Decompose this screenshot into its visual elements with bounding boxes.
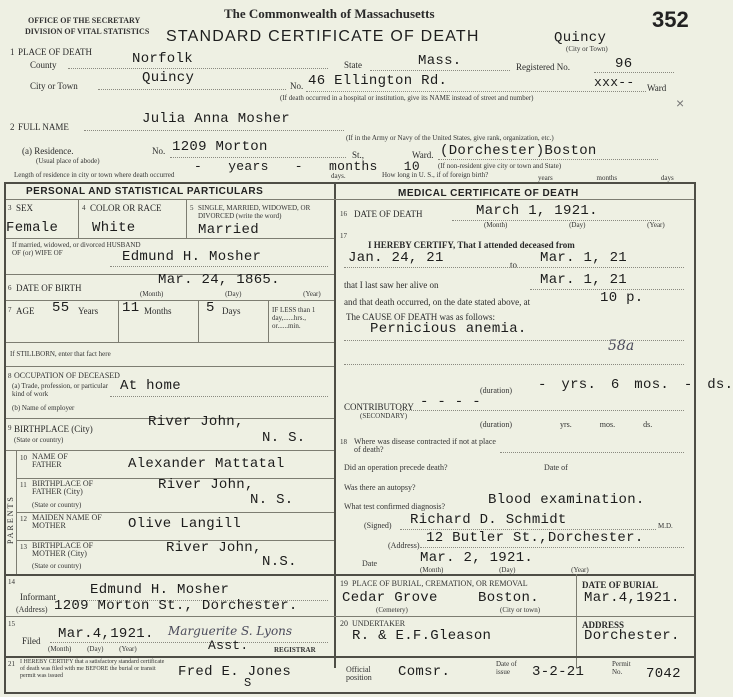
field-number-15: 15	[8, 620, 15, 628]
full-name-label: FULL NAME	[18, 122, 69, 132]
filed-date: Mar.4,1921.	[58, 626, 154, 642]
mother-value: Olive Langill	[128, 516, 242, 532]
attended-to-value: Mar. 1, 21	[540, 250, 628, 266]
cause-value: Pernicious anemia.	[370, 321, 527, 337]
mother-label: MAIDEN NAME OF MOTHER	[32, 513, 102, 530]
sex-label: SEX	[16, 203, 34, 213]
mother-birthplace-value: River John,	[166, 540, 262, 556]
burial-date-value: Mar.4,1921.	[584, 590, 680, 606]
office-label: OFFICE OF THE SECRETARY	[28, 16, 141, 25]
division-label: DIVISION OF VITAL STATISTICS	[25, 27, 150, 36]
field-number-18: 18	[340, 438, 347, 446]
residence-city-value: (Dorchester)Boston	[440, 143, 597, 159]
certify-line: I HEREBY CERTIFY, That I attended deceased from	[368, 240, 575, 250]
page-number: 352	[652, 7, 689, 32]
margin-mark: ×	[676, 95, 685, 111]
issue-date-label: Date of issue	[496, 660, 517, 676]
father-birthplace-value: River John,	[158, 477, 254, 493]
place-of-death-label: PLACE OF DEATH	[18, 47, 93, 57]
last-saw-value: Mar. 1, 21	[540, 272, 628, 288]
dob-label: DATE OF BIRTH	[16, 283, 82, 293]
undertaker-address-label: ADDRESS	[582, 620, 625, 630]
residence-label: (a) Residence.	[22, 146, 74, 156]
medical-heading: MEDICAL CERTIFICATE OF DEATH	[398, 188, 579, 199]
us-residence-label: How long in U. S., if of foreign birth?	[382, 171, 489, 179]
duration2-label: (duration)	[480, 420, 512, 429]
spouse-label: If married, widowed, or divorced HUSBAND OF (or) WIFE OF	[12, 241, 141, 257]
cert-date-value: Mar. 2, 1921.	[420, 550, 534, 566]
operation-label: Did an operation precede death?	[344, 463, 448, 472]
father-value: Alexander Mattatal	[128, 456, 285, 472]
md-label: M.D.	[658, 522, 673, 530]
duration2-units: yrs. mos. ds.	[560, 420, 653, 429]
cert-date-label: Date	[362, 559, 378, 568]
filed-units: (Month) (Day) (Year)	[48, 645, 137, 653]
informant-address: 1209 Morton St., Dorchester.	[54, 598, 298, 614]
issue-date-value: 3-2-21	[532, 664, 585, 680]
mother-birthplace-state: N.S.	[262, 554, 297, 570]
cert-date-units: (Month) (Day) (Year)	[420, 566, 589, 574]
field-number-20: 20	[340, 619, 348, 628]
asst-label: Asst.	[208, 638, 249, 653]
age-months-value: 11	[122, 300, 140, 316]
occupation-a-label: (a) Trade, profession, or particular kind of work	[12, 382, 109, 398]
field-number-2: 2	[10, 122, 15, 132]
residence-no-label: No.	[152, 146, 166, 156]
field-number-12: 12	[20, 515, 27, 523]
field-number-8: 8	[8, 372, 12, 380]
length-residence-value: - years - months 10	[194, 159, 420, 174]
physician-address: 12 Butler St.,Dorchester.	[426, 530, 644, 546]
birthplace-state: N. S.	[262, 430, 306, 446]
parents-label: PARENTS	[6, 495, 15, 544]
field-number-21: 21	[8, 660, 15, 668]
stillborn-label: If STILLBORN, enter that fact here	[10, 350, 111, 358]
official-name-mark: S	[244, 676, 252, 690]
father-birthplace-state: N. S.	[250, 492, 294, 508]
full-name-value: Julia Anna Mosher	[142, 111, 290, 127]
us-residence-units: years months days	[538, 174, 674, 182]
field-number-4: 4	[82, 204, 86, 212]
field-number-16: 16	[340, 210, 347, 218]
official-position-label: Official position	[346, 665, 372, 682]
length-days-label: days.	[331, 172, 346, 180]
marital-label: SINGLE, MARRIED, WIDOWED, OR DIVORCED (write the word)	[198, 204, 311, 220]
mother-birthplace-label: BIRTHPLACE OF MOTHER (City)	[32, 541, 94, 558]
hospital-note: (If death occurred in a hospital or institution, give its NAME instead of street and number)	[280, 94, 534, 102]
field-number-3: 3	[8, 204, 12, 212]
burial-city-value: Boston.	[478, 590, 539, 606]
contributory-value: - - - -	[420, 394, 481, 410]
field-number-5: 5	[190, 204, 194, 212]
field-number-6: 6	[8, 284, 12, 292]
residence-st-label: St.,	[352, 150, 365, 160]
death-occurred-label: and that death occurred, on the date stated above, at	[344, 297, 531, 307]
age-months-label: Months	[144, 306, 172, 316]
certificate-title: STANDARD CERTIFICATE OF DEATH	[166, 28, 480, 45]
sex-value: Female	[6, 220, 59, 236]
age-days-value: 5	[206, 300, 215, 316]
official-position-value: Comsr.	[398, 664, 451, 680]
registrar-signature: Marguerite S. Lyons	[168, 624, 293, 638]
city-value: Quincy	[142, 70, 195, 86]
death-time-value: 10 p.	[600, 290, 644, 306]
personal-heading: PERSONAL AND STATISTICAL PARTICULARS	[26, 186, 264, 197]
mother-birthplace-hint: (State or country)	[32, 562, 82, 570]
birthplace-hint: (State or country)	[14, 436, 64, 444]
color-value: White	[92, 220, 136, 236]
informant-address-label: (Address)	[16, 605, 48, 614]
undertaker-address-value: Dorchester.	[584, 628, 680, 644]
abode-hint: (Usual place of abode)	[36, 157, 100, 165]
attended-from-value: Jan. 24, 21	[348, 250, 444, 266]
father-birthplace-label: BIRTHPLACE OF FATHER (City)	[32, 479, 94, 496]
field-number-1: 1	[10, 47, 15, 57]
field-number-11: 11	[20, 481, 27, 489]
field-number-9: 9	[8, 424, 12, 432]
registered-label: Registered No.	[516, 62, 570, 72]
city-town-label: City or Town	[30, 81, 78, 91]
address-value: 46 Ellington Rd.	[308, 73, 448, 89]
duration-value: - yrs. 6 mos. - ds.	[538, 377, 733, 393]
residence-ward-label: Ward.	[412, 150, 434, 160]
ward-value: xxx--	[594, 75, 635, 90]
operation-date-label: Date of	[544, 463, 568, 472]
burial-place-label: PLACE OF BURIAL, CREMATION, OR REMOVAL	[352, 579, 528, 588]
registered-number: 96	[615, 56, 633, 72]
length-residence-label: Length of residence in city or town where death occurred	[14, 171, 175, 179]
less-than-day-label: IF LESS than 1 day,......hrs., or......min.	[272, 306, 316, 330]
field-number-14: 14	[8, 578, 15, 586]
occupation-label: OCCUPATION OF DECEASED	[14, 371, 120, 380]
field-number-10: 10	[20, 454, 27, 462]
official-name: Fred E. Jones	[178, 664, 292, 680]
date-of-death-label: DATE OF DEATH	[354, 209, 423, 219]
contributory-label: CONTRIBUTORY	[344, 402, 414, 412]
physician-address-label: (Address)	[388, 541, 420, 550]
undertaker-label: UNDERTAKER	[352, 619, 406, 628]
contracted-label: Where was disease contracted if not at place of death?	[354, 437, 496, 454]
occupation-value: At home	[120, 378, 181, 394]
father-label: NAME OF FATHER	[32, 452, 68, 469]
residence-value: 1209 Morton	[172, 139, 268, 155]
test-value: Blood examination.	[488, 492, 645, 508]
cause-label: The CAUSE OF DEATH was as follows:	[346, 312, 495, 322]
army-note: (If in the Army or Navy of the United States, give rank, organization, etc.)	[346, 134, 554, 142]
date-of-death-units: (Month) (Day) (Year)	[484, 221, 665, 229]
burial-city-hint: (City or town)	[500, 606, 541, 614]
field-number-17: 17	[340, 232, 347, 240]
margin-note: 58a	[608, 338, 635, 354]
color-label: COLOR OR RACE	[90, 203, 162, 213]
birthplace-value: River John,	[148, 414, 244, 430]
last-saw-label: that I last saw her alive on	[344, 280, 439, 290]
ward-label: Ward	[647, 83, 667, 93]
age-label: AGE	[16, 306, 35, 316]
field-number-13: 13	[20, 543, 27, 551]
permit-number: 7042	[646, 666, 681, 682]
permit-label: Permit No.	[612, 660, 631, 676]
burial-date-label: DATE OF BURIAL	[582, 580, 659, 590]
cemetery-value: Cedar Grove	[342, 590, 438, 606]
header-city-value: Quincy	[554, 30, 607, 46]
physician-name: Richard D. Schmidt	[410, 512, 567, 528]
field-number-7: 7	[8, 306, 12, 314]
attended-to-label: to	[510, 260, 518, 270]
commonwealth-title: The Commonwealth of Massachusetts	[224, 6, 435, 21]
secondary-label: (SECONDARY)	[360, 412, 408, 420]
autopsy-label: Was there an autopsy?	[344, 483, 416, 492]
county-label: County	[30, 60, 57, 70]
spouse-value: Edmund H. Mosher	[122, 249, 262, 265]
state-value: Mass.	[418, 53, 462, 69]
employer-label: (b) Name of employer	[12, 404, 75, 412]
cemetery-hint: (Cemetery)	[376, 606, 408, 614]
age-years-label: Years	[78, 306, 99, 316]
header-city-hint: (City or Town)	[566, 45, 608, 53]
informant-name: Edmund H. Mosher	[90, 582, 230, 598]
dob-value: Mar. 24, 1865.	[158, 272, 280, 288]
nonresident-note: (If non-resident give city or town and State)	[438, 162, 562, 170]
birthplace-label: BIRTHPLACE (City)	[14, 424, 93, 434]
father-birthplace-hint: (State or country)	[32, 501, 82, 509]
county-value: Norfolk	[132, 51, 193, 67]
footer-certify-text: I HEREBY CERTIFY that a satisfactory standard certificate of death was filed with me BEFORE the burial or transit permit was issued	[20, 659, 165, 679]
filed-label: Filed	[22, 636, 41, 646]
age-years-value: 55	[52, 300, 70, 316]
state-label: State	[344, 60, 362, 70]
marital-value: Married	[198, 222, 259, 238]
registrar-label: REGISTRAR	[274, 646, 316, 654]
test-label: What test confirmed diagnosis?	[344, 502, 446, 511]
signed-label: (Signed)	[364, 521, 392, 530]
informant-label: Informant	[20, 592, 56, 602]
undertaker-value: R. & E.F.Gleason	[352, 628, 492, 644]
duration-label: (duration)	[480, 386, 512, 395]
dob-units: (Month) (Day) (Year)	[140, 290, 321, 298]
age-days-label: Days	[222, 306, 241, 316]
street-no-label: No.	[290, 81, 304, 91]
field-number-19: 19	[340, 579, 348, 588]
date-of-death-value: March 1, 1921.	[476, 203, 598, 219]
